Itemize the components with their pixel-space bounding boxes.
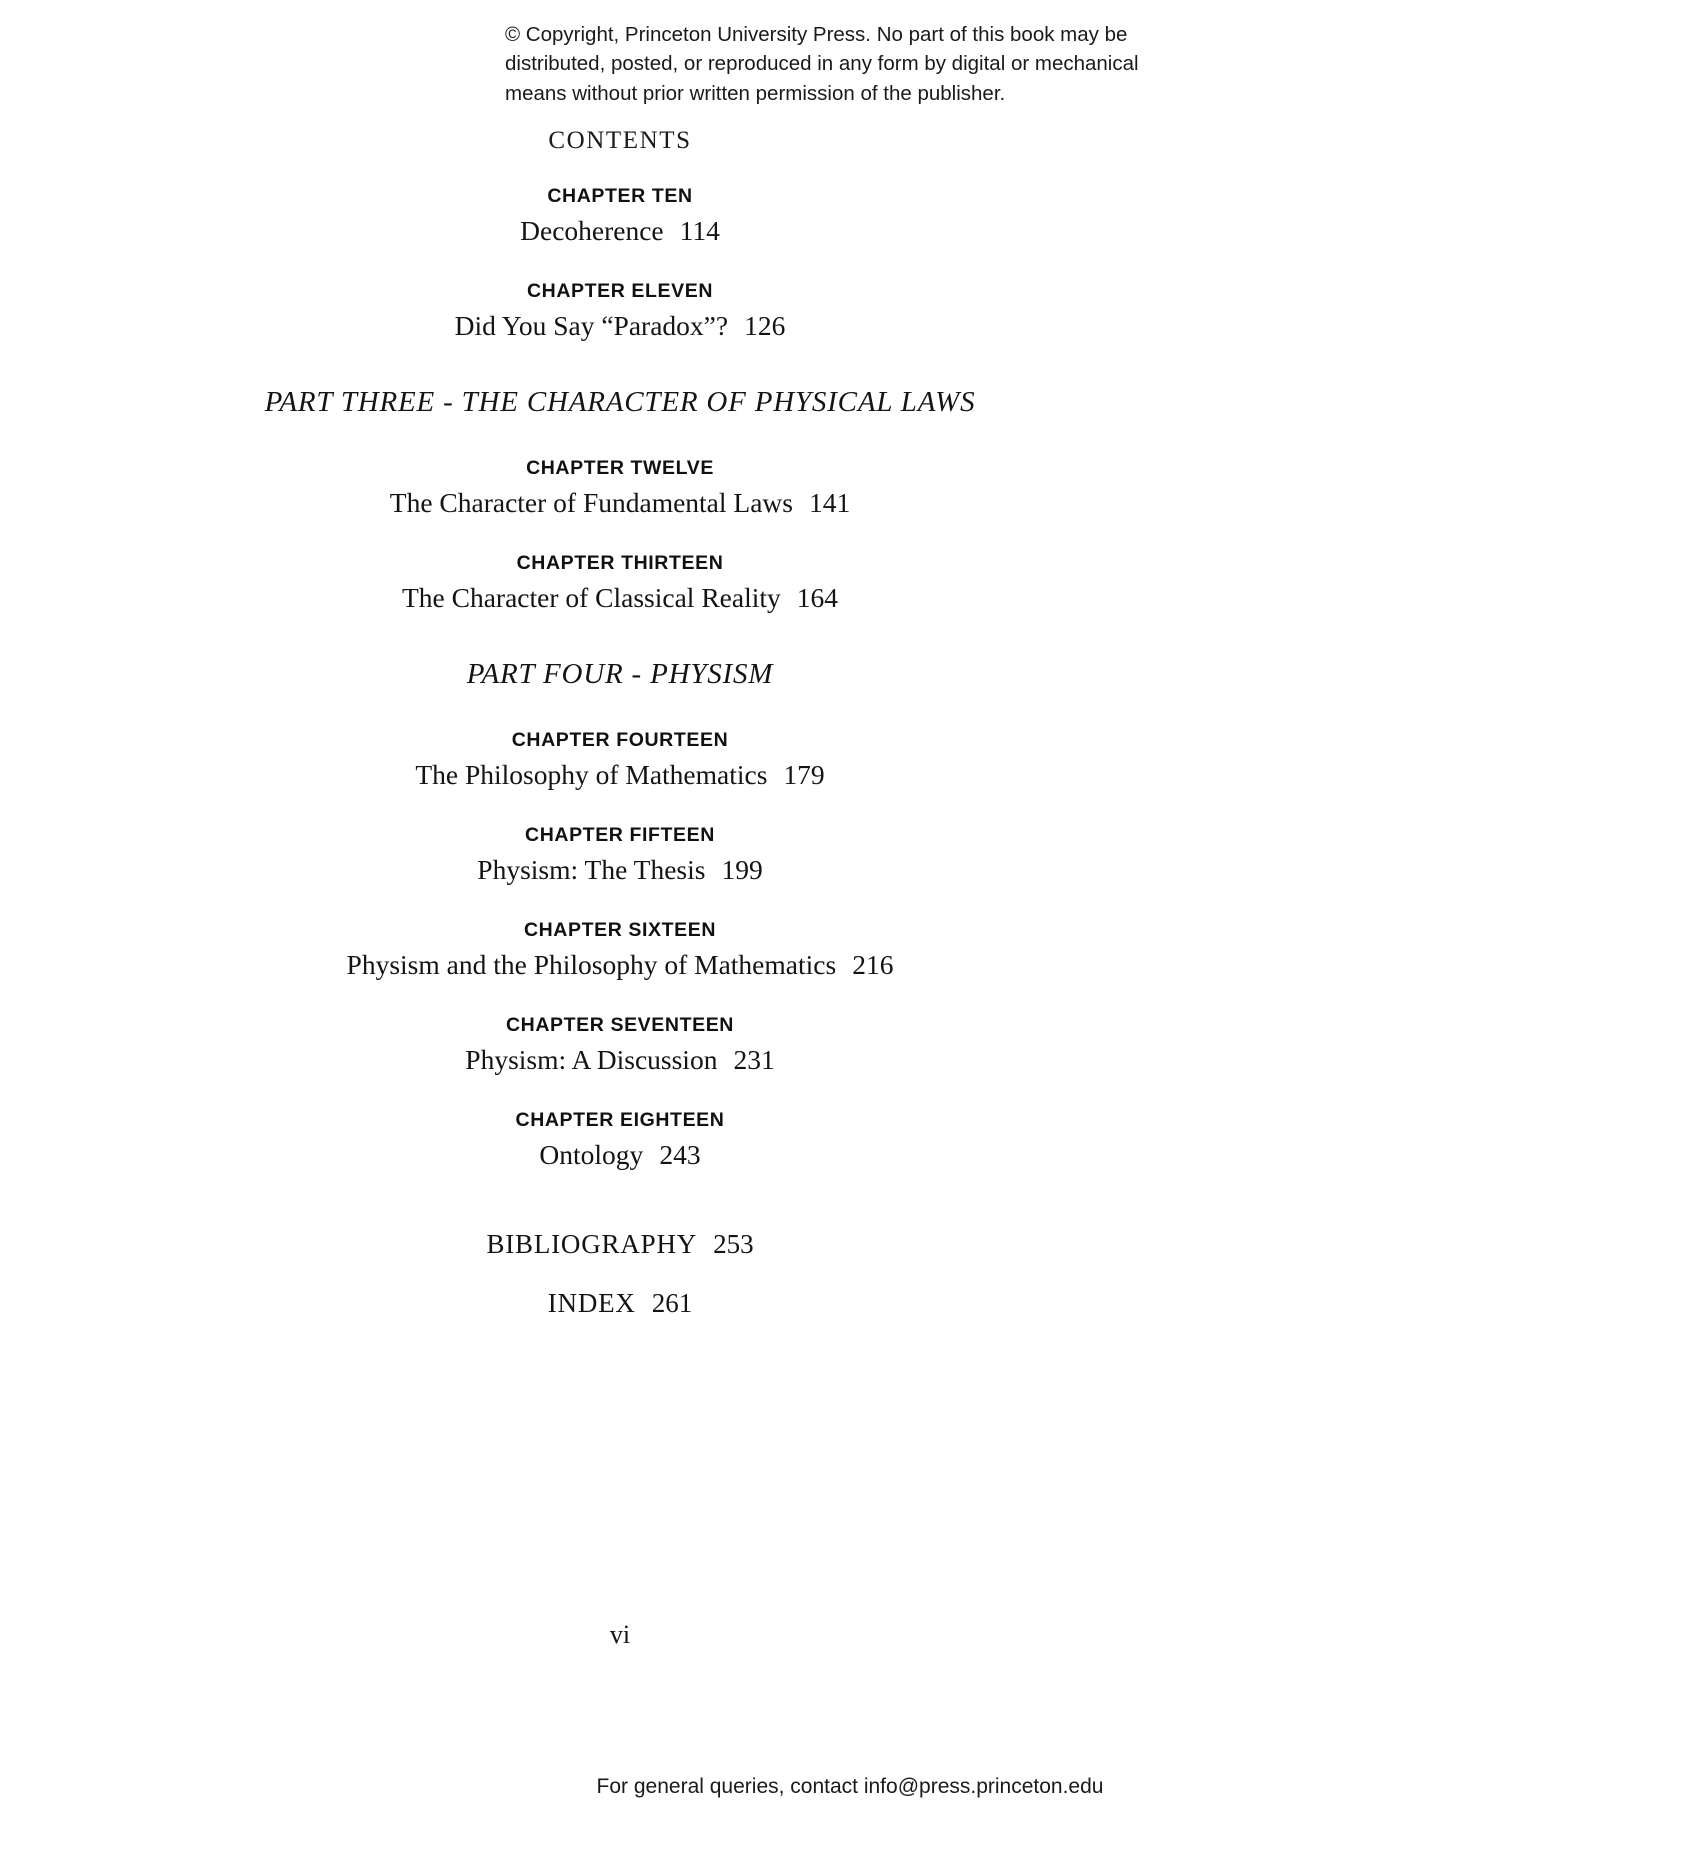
toc-backmatter-entry[interactable]	[0, 1288, 1240, 1319]
chapter-label: CHAPTER EIGHTEEN	[515, 1109, 725, 1131]
toc-chapter-entry[interactable]	[0, 1109, 1240, 1171]
chapter-label: CHAPTER FIFTEEN	[525, 824, 715, 846]
chapter-page-number: 126	[744, 310, 786, 341]
chapter-label: CHAPTER FOURTEEN	[511, 729, 729, 751]
chapter-title	[0, 759, 1240, 791]
footer-query-line: For general queries, contact info@press.princeton.edu	[596, 1775, 1104, 1798]
spacer	[0, 691, 1240, 729]
toc-chapter-entry[interactable]	[0, 1014, 1240, 1076]
chapter-page-number: 114	[679, 215, 720, 246]
chapter-title-text: Ontology	[539, 1139, 644, 1170]
chapter-title-text: The Character of Classical Reality	[402, 582, 781, 613]
chapter-title-text: The Philosophy of Mathematics	[415, 759, 768, 790]
spacer	[0, 247, 1240, 280]
backmatter-title: BIBLIOGRAPHY	[486, 1229, 698, 1259]
part-heading: PART THREE - THE CHARACTER OF PHYSICAL LAWS	[264, 386, 976, 418]
chapter-title-text: Decoherence	[520, 215, 664, 246]
spacer	[0, 342, 1240, 386]
chapter-label: CHAPTER SIXTEEN	[523, 919, 717, 941]
chapter-title-text: Physism: The Thesis	[477, 854, 706, 885]
contents-heading: CONTENTS	[548, 127, 692, 154]
spacer	[0, 519, 1240, 552]
spacer	[0, 981, 1240, 1014]
chapter-page-number: 243	[659, 1139, 701, 1170]
toc-chapter-entry[interactable]	[0, 457, 1240, 519]
chapter-page-number: 199	[721, 854, 763, 885]
backmatter-page-number: 253	[713, 1229, 754, 1259]
chapter-title	[0, 215, 1240, 247]
toc-chapter-entry[interactable]	[0, 729, 1240, 791]
chapter-title-text: Physism and the Philosophy of Mathematics	[346, 949, 837, 980]
chapter-label: CHAPTER ELEVEN	[526, 280, 714, 302]
spacer	[0, 1260, 1240, 1288]
toc-chapter-entry[interactable]	[0, 552, 1240, 614]
chapter-title	[0, 487, 1240, 519]
spacer	[0, 886, 1240, 919]
chapter-title-text: Physism: A Discussion	[465, 1044, 718, 1075]
chapter-title	[0, 582, 1240, 614]
toc-chapter-entry[interactable]	[0, 824, 1240, 886]
chapter-page-number: 179	[783, 759, 825, 790]
spacer	[0, 419, 1240, 457]
spacer	[0, 614, 1240, 658]
chapter-title	[0, 310, 1240, 342]
chapter-label: CHAPTER THIRTEEN	[516, 552, 724, 574]
table-of-contents	[0, 185, 1240, 1319]
chapter-page-number: 231	[733, 1044, 775, 1075]
chapter-label: CHAPTER SEVENTEEN	[506, 1014, 734, 1036]
part-heading: PART FOUR - PHYSISM	[466, 658, 774, 690]
chapter-title-text: Did You Say “Paradox”?	[454, 310, 729, 341]
chapter-label: CHAPTER TEN	[547, 185, 693, 207]
chapter-label: CHAPTER TWELVE	[526, 457, 714, 479]
chapter-title	[0, 854, 1240, 886]
backmatter-title: INDEX	[547, 1288, 636, 1318]
backmatter-page-number: 261	[651, 1288, 693, 1318]
chapter-title	[0, 1139, 1240, 1171]
page-folio: vi	[609, 1620, 631, 1649]
toc-chapter-entry[interactable]	[0, 280, 1240, 342]
toc-backmatter-entry[interactable]	[0, 1229, 1240, 1260]
toc-chapter-entry[interactable]	[0, 185, 1240, 247]
chapter-title-text: The Character of Fundamental Laws	[389, 487, 793, 518]
spacer	[0, 1076, 1240, 1109]
chapter-title	[0, 949, 1240, 981]
toc-chapter-entry[interactable]	[0, 919, 1240, 981]
chapter-page-number: 164	[796, 582, 838, 613]
spacer	[0, 1171, 1240, 1229]
chapter-title	[0, 1044, 1240, 1076]
chapter-page-number: 141	[808, 487, 851, 518]
spacer	[0, 791, 1240, 824]
copyright-notice: © Copyright, Princeton University Press. No part of this book may be distributed, posted, or reproduced in any form by digital or mechanical means without prior written permission of the publisher.	[505, 23, 1139, 105]
chapter-page-number: 216	[852, 949, 894, 980]
